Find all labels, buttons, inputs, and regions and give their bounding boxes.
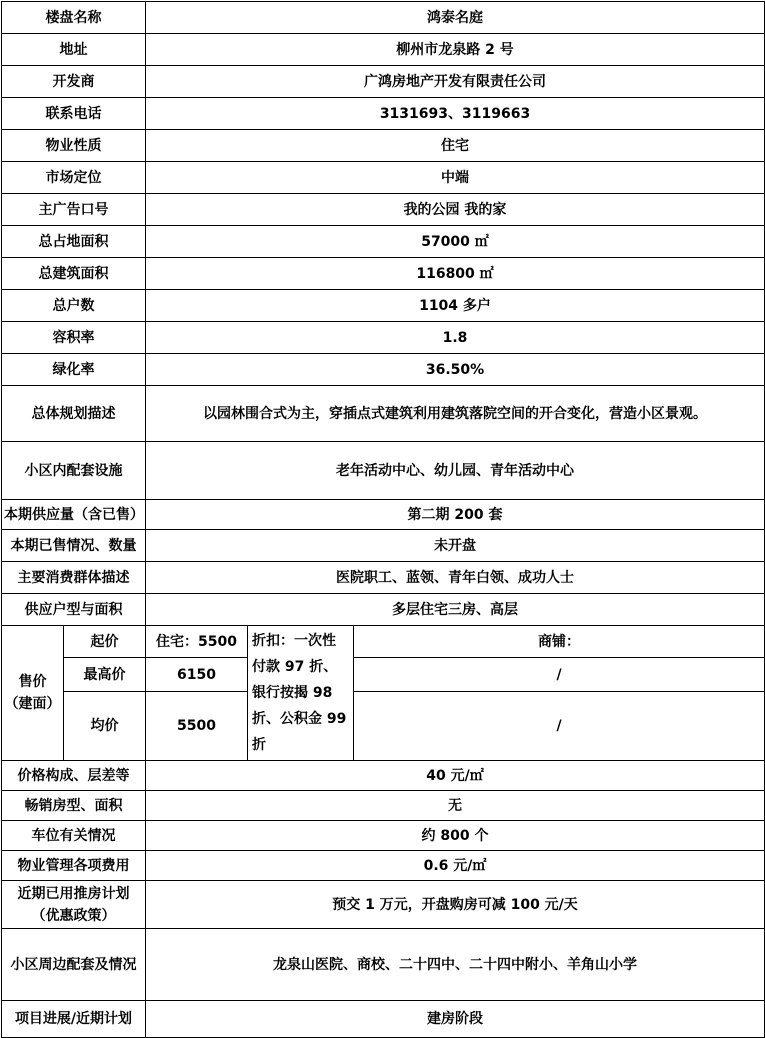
value-sold: 未开盘	[146, 530, 765, 562]
value-start-price: 住宅：5500	[146, 626, 248, 658]
value-market-position: 中端	[146, 162, 765, 194]
row-consumers	[2, 562, 765, 594]
label-land-area: 总占地面积	[2, 226, 146, 258]
row-households	[2, 290, 765, 322]
label-plot-ratio: 容积率	[2, 322, 146, 354]
property-info-table	[1, 1, 765, 1038]
label-surroundings: 小区周边配套及情况	[2, 929, 146, 1001]
label-progress: 项目进展/近期计划	[2, 1001, 146, 1038]
label-price-composition: 价格构成、层差等	[2, 761, 146, 791]
label-management-fee: 物业管理各项费用	[2, 851, 146, 881]
value-discount: 折扣：一次性付款 97 折、银行按揭 98 折、公积金 99 折	[248, 626, 354, 761]
label-market-position: 市场定位	[2, 162, 146, 194]
value-address: 柳州市龙泉路 2 号	[146, 34, 765, 66]
label-facilities: 小区内配套设施	[2, 442, 146, 500]
value-facilities: 老年活动中心、幼儿园、青年活动中心	[146, 442, 765, 500]
row-promotion	[2, 881, 765, 929]
value-progress: 建房阶段	[146, 1001, 765, 1038]
row-green-ratio	[2, 354, 765, 386]
row-parking	[2, 821, 765, 851]
label-shop: 商铺：	[354, 626, 765, 658]
label-green-ratio: 绿化率	[2, 354, 146, 386]
label-developer: 开发商	[2, 66, 146, 98]
label-promotion-line2: （优惠政策）	[31, 907, 116, 924]
value-best-seller: 无	[146, 791, 765, 821]
row-project-name	[2, 2, 765, 34]
value-price-composition: 40 元/㎡	[146, 761, 765, 791]
label-consumers: 主要消费群体描述	[2, 562, 146, 594]
label-address: 地址	[2, 34, 146, 66]
label-parking: 车位有关情况	[2, 821, 146, 851]
value-households: 1104 多户	[146, 290, 765, 322]
label-property-type: 物业性质	[2, 130, 146, 162]
label-floor-area: 总建筑面积	[2, 258, 146, 290]
value-phone: 3131693、3119663	[146, 98, 765, 130]
value-green-ratio: 36.50%	[146, 354, 765, 386]
label-start-price: 起价	[64, 626, 146, 658]
label-promotion-line1: 近期已用推房计划	[17, 885, 130, 902]
row-slogan	[2, 194, 765, 226]
label-planning: 总体规划描述	[2, 386, 146, 442]
row-phone	[2, 98, 765, 130]
row-address	[2, 34, 765, 66]
value-plot-ratio: 1.8	[146, 322, 765, 354]
label-slogan: 主广告口号	[2, 194, 146, 226]
row-land-area	[2, 226, 765, 258]
label-max-price: 最高价	[64, 658, 146, 692]
label-supply: 本期供应量（含已售）	[2, 500, 146, 530]
value-parking: 约 800 个	[146, 821, 765, 851]
row-supply	[2, 500, 765, 530]
row-price-start	[2, 626, 765, 658]
value-developer: 广鸿房地产开发有限责任公司	[146, 66, 765, 98]
label-project-name: 楼盘名称	[2, 2, 146, 34]
label-phone: 联系电话	[2, 98, 146, 130]
value-max-price: 6150	[146, 658, 248, 692]
row-surroundings	[2, 929, 765, 1001]
label-price-line2: （建面）	[4, 696, 61, 712]
row-market-position	[2, 162, 765, 194]
row-progress	[2, 1001, 765, 1038]
row-price-avg	[2, 692, 765, 761]
row-planning	[2, 386, 765, 442]
row-property-type	[2, 130, 765, 162]
label-sold: 本期已售情况、数量	[2, 530, 146, 562]
value-shop-max: /	[354, 658, 765, 692]
value-supply: 第二期 200 套	[146, 500, 765, 530]
value-slogan: 我的公园 我的家	[146, 194, 765, 226]
label-best-seller: 畅销房型、面积	[2, 791, 146, 821]
label-unit-types: 供应户型与面积	[2, 594, 146, 626]
row-facilities	[2, 442, 765, 500]
value-management-fee: 0.6 元/㎡	[146, 851, 765, 881]
value-floor-area: 116800 ㎡	[146, 258, 765, 290]
row-best-seller	[2, 791, 765, 821]
row-plot-ratio	[2, 322, 765, 354]
value-promotion: 预交 1 万元，开盘购房可减 100 元/天	[146, 881, 765, 929]
value-avg-price: 5500	[146, 692, 248, 761]
label-avg-price: 均价	[64, 692, 146, 761]
row-floor-area	[2, 258, 765, 290]
value-consumers: 医院职工、蓝领、青年白领、成功人士	[146, 562, 765, 594]
label-price-line1: 售价	[18, 674, 47, 690]
value-land-area: 57000 ㎡	[146, 226, 765, 258]
value-planning: 以园林围合式为主，穿插点式建筑利用建筑落院空间的开合变化，营造小区景观。	[146, 386, 765, 442]
row-management-fee	[2, 851, 765, 881]
value-shop-avg: /	[354, 692, 765, 761]
row-developer	[2, 66, 765, 98]
value-project-name: 鸿泰名庭	[146, 2, 765, 34]
value-unit-types: 多层住宅三房、高层	[146, 594, 765, 626]
row-sold	[2, 530, 765, 562]
label-price	[2, 626, 64, 761]
row-unit-types	[2, 594, 765, 626]
value-surroundings: 龙泉山医院、商校、二十四中、二十四中附小、羊角山小学	[146, 929, 765, 1001]
row-price-max	[2, 658, 765, 692]
row-price-composition	[2, 761, 765, 791]
label-promotion	[2, 881, 146, 929]
value-property-type: 住宅	[146, 130, 765, 162]
label-households: 总户数	[2, 290, 146, 322]
